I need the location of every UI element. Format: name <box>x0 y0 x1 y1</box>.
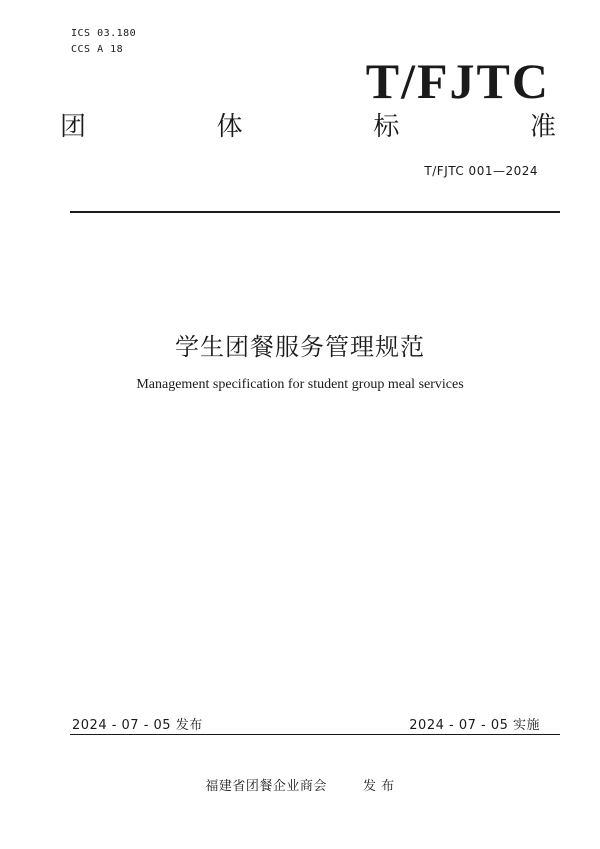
issuer-action: 发 布 <box>362 779 395 794</box>
document-title-chinese: 学生团餐服务管理规范 <box>175 333 425 361</box>
standard-type-char: 标 <box>373 112 400 142</box>
standard-type-char: 准 <box>529 112 556 142</box>
standard-type-char: 体 <box>216 112 243 142</box>
ics-code: ICS 03.180 <box>71 28 137 39</box>
standard-type <box>60 112 556 143</box>
footer-divider <box>70 734 560 735</box>
implementation-date: 2024 - 07 - 05 实施 <box>409 718 540 733</box>
standard-number: T/FJTC 001—2024 <box>424 164 538 178</box>
publish-date: 2024 - 07 - 05 发布 <box>72 718 203 733</box>
issuer-name: 福建省团餐企业商会 <box>205 779 327 794</box>
document-title-english: Management specification for student group meal services <box>136 377 464 392</box>
ccs-code: CCS A 18 <box>71 44 124 55</box>
header-divider <box>70 211 560 213</box>
organization-code: T/FJTC <box>365 53 550 109</box>
issuer-line <box>0 775 600 794</box>
standard-type-char: 团 <box>60 112 87 142</box>
